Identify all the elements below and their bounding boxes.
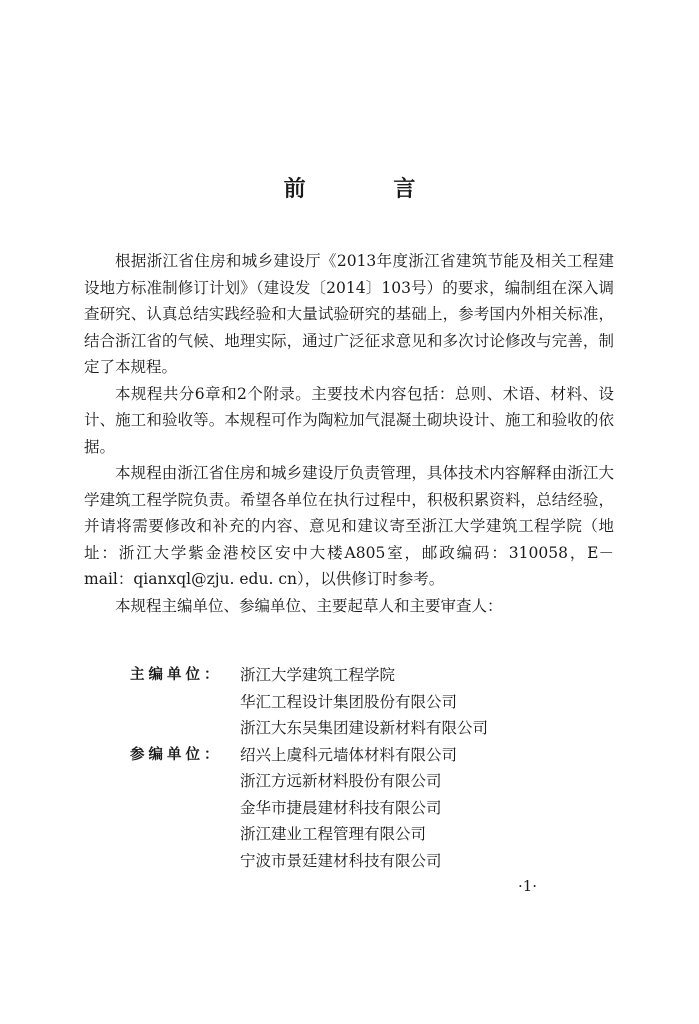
participating-unit-5: 宁波市景廷建材科技有限公司 bbox=[240, 851, 442, 870]
participating-units-names bbox=[240, 742, 457, 875]
paragraph-3: 本规程由浙江省住房和城乡建设厅负责管理，具体技术内容解释由浙江大学建筑工程学院负责。希望各单位在执行过程中，积极积累资料，总结经验，并请将需要修改和补充的内容、意见和建议寄至浙江大学建筑工程学院（地址：浙江大学紫金港校区安中大楼A805室，邮政编码：310058，E－mail：qianxql@zju. edu. cn），以供修订时参考。 bbox=[84, 464, 614, 588]
participating-unit-2: 浙江方远新材料股份有限公司 bbox=[240, 772, 442, 790]
chief-unit-2: 华汇工程设计集团股份有限公司 bbox=[240, 692, 458, 711]
units-list bbox=[130, 662, 488, 874]
chief-unit-3: 浙江大东吴集团建设新材料有限公司 bbox=[240, 719, 489, 737]
page-title: 前 言 bbox=[283, 177, 456, 202]
participating-unit-1: 绍兴上虞科元墙体材料有限公司 bbox=[240, 745, 458, 764]
chief-units-label: 主编单位： bbox=[130, 667, 223, 683]
chief-unit-1: 浙江大学建筑工程学院 bbox=[240, 666, 396, 684]
paragraph-2: 本规程共分6章和2个附录。主要技术内容包括：总则、术语、材料、设计、施工和验收等。本规程可作为陶粒加气混凝土砌块设计、施工和验收的依据。 bbox=[84, 384, 614, 456]
participating-unit-4: 浙江建业工程管理有限公司 bbox=[240, 825, 427, 843]
paragraph-4: 本规程主编单位、参编单位、主要起草人和主要审查人： bbox=[115, 596, 503, 615]
page-number: ·1· bbox=[518, 877, 538, 895]
preface-body bbox=[84, 248, 614, 619]
paragraph-1: 根据浙江省住房和城乡建设厅《2013年度浙江省建筑节能及相关工程建设地方标准制修订计划》（建设发〔2014〕103号）的要求，编制组在深入调查研究、认真总结实践经验和大量试验研究的基础上，参考国内外相关标准，结合浙江省的气候、地理实际，通过广泛征求意见和多次讨论修改与完善，制定了本规程。 bbox=[84, 252, 614, 376]
participating-units-row bbox=[130, 742, 488, 875]
participating-unit-3: 金华市捷晨建材科技有限公司 bbox=[240, 798, 442, 817]
chief-units-row bbox=[130, 662, 488, 742]
chief-units-names bbox=[240, 662, 488, 742]
participating-units-label: 参编单位： bbox=[130, 746, 223, 763]
